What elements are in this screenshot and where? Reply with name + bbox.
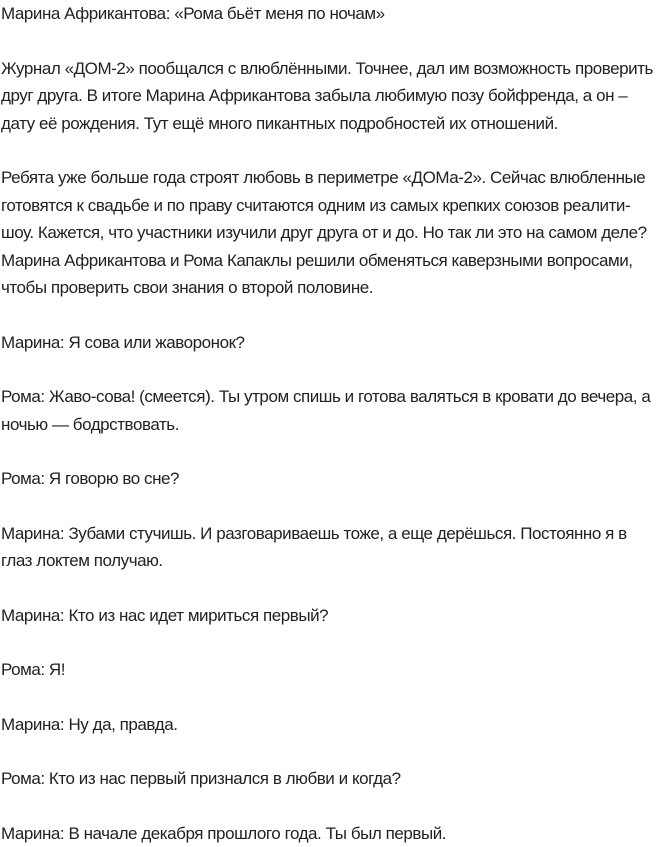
dialogue-line: Рома: Я говорю во сне? bbox=[1, 465, 657, 493]
paragraph-context: Ребята уже больше года строят любовь в периметре «ДОМа-2». Сейчас влюбленные готовятся к свадьбе и по праву считаются одним из самых крепких союзов реалити-шоу. Кажется, что участники изучили друг друга от и до. Но так ли это на самом деле? Марина Африкантова и Рома Капаклы решили обменяться каверзными вопросами, чтобы проверить свои знания о второй половине. bbox=[1, 164, 657, 302]
dialogue-line: Марина: Ну да, правда. bbox=[1, 711, 657, 739]
dialogue-line: Рома: Жаво-сова! (смеется). Ты утром спишь и готова валяться в кровати до вечера, а ночью — бодрствовать. bbox=[1, 383, 657, 438]
dialogue-line: Марина: Кто из нас идет мириться первый? bbox=[1, 602, 657, 630]
dialogue-line: Рома: Я! bbox=[1, 656, 657, 684]
dialogue-line: Марина: Я сова или жаворонок? bbox=[1, 329, 657, 357]
article-title: Марина Африкантова: «Рома бьёт меня по ночам» bbox=[1, 0, 657, 28]
dialogue-line: Марина: В начале декабря прошлого года. Ты был первый. bbox=[1, 820, 657, 847]
dialogue-line: Рома: Кто из нас первый признался в любви и когда? bbox=[1, 765, 657, 793]
paragraph-intro: Журнал «ДОМ-2» пообщался с влюблёнными. Точнее, дал им возможность проверить друг друга. В итоге Марина Африкантова забыла любимую позу бойфренда, а он – дату её рождения. Тут ещё много пикантных подробностей их отношений. bbox=[1, 55, 657, 138]
dialogue-line: Марина: Зубами стучишь. И разговариваешь тоже, а еще дерёшься. Постоянно я в глаз локтем получаю. bbox=[1, 520, 657, 575]
